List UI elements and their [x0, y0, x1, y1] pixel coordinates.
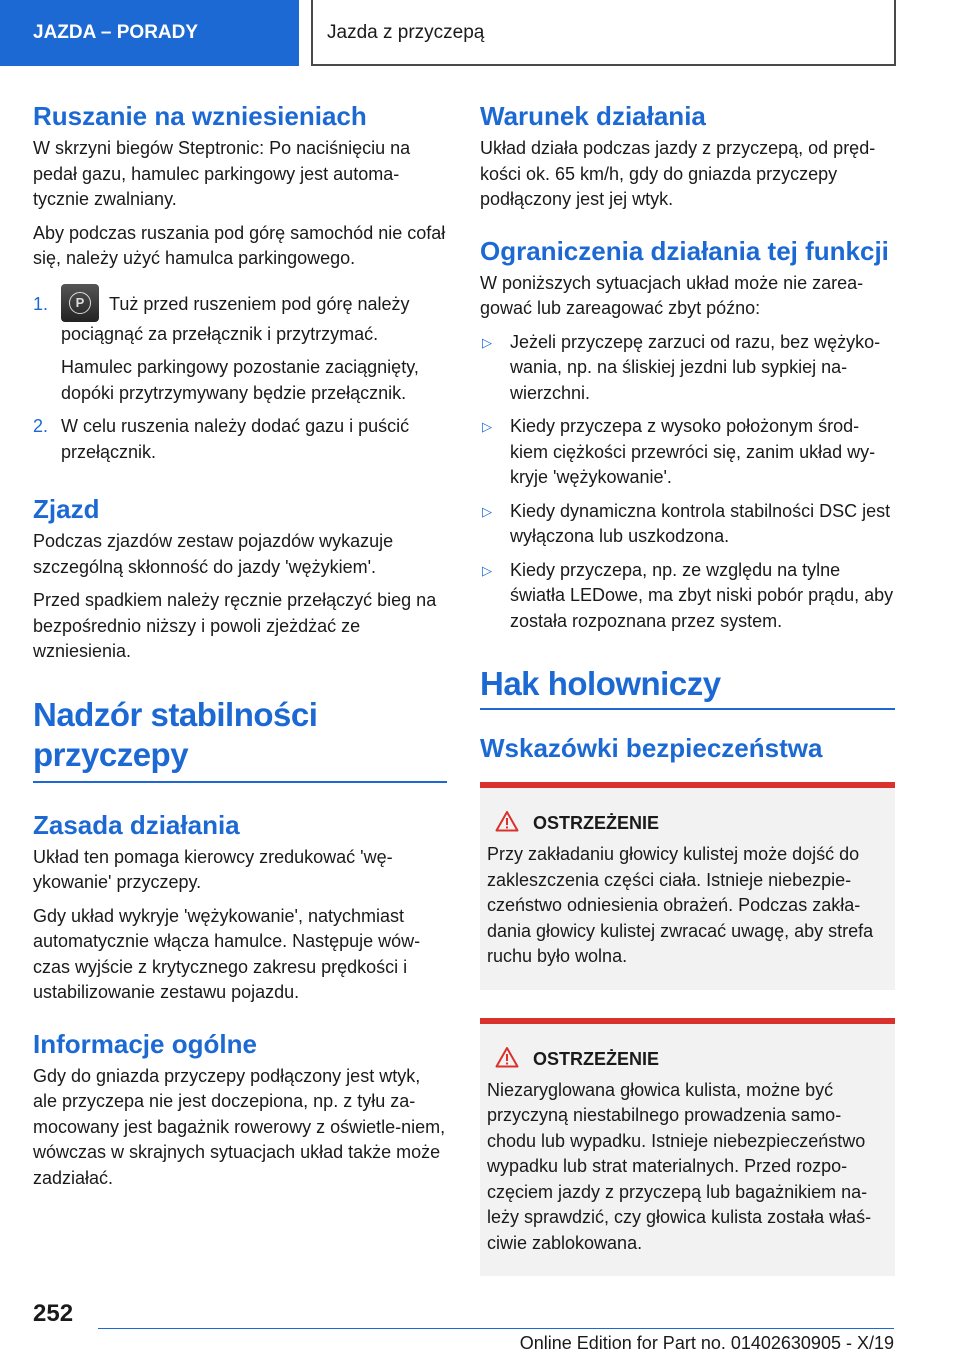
bullet-icon: ▷	[482, 562, 492, 578]
paragraph: Podczas zjazdów zestaw pojazdów wykazuje szczególną skłonność do jazdy 'wężykiem'.	[33, 531, 394, 577]
section-wskazowki	[480, 732, 895, 1276]
paragraph: Gdy układ wykryje 'wężykowanie', natychmiast automatycznie włącza hamulce. Następuje wów‐czas wyjście z krytycznego zakresu prędkości i ustabilizowanie zestawu pojazdu.	[33, 905, 421, 1002]
heading-nadzor: Nadzór stabilności przyczepy	[33, 695, 318, 773]
heading-ograniczenia: Ograniczenia działania tej funkcji	[480, 235, 889, 266]
paragraph: W poniższych sytuacjach układ może nie zarea‐gować lub zareagować zbyt późno:	[480, 272, 864, 318]
section-warunek	[480, 100, 895, 213]
list-item	[480, 558, 895, 635]
bullet-icon: ▷	[482, 503, 492, 519]
step-2	[33, 414, 447, 465]
chapter-title: Jazda z przyczepą	[311, 0, 896, 66]
step-text-content: Tuż przed ruszeniem pod górę należy pociągnąć za przełącznik i przytrzymać.	[61, 293, 410, 344]
paragraph: Przed spadkiem należy ręcznie przełączyć bieg na bezpośrednio niższy i powoli zjeżdżać ze wzniesienia.	[33, 590, 437, 661]
parking-brake-glyph: P	[69, 292, 91, 314]
warning-label: OSTRZEŻENIE	[533, 1048, 660, 1069]
heading-rule	[33, 781, 447, 783]
paragraph: Układ ten pomaga kierowcy zredukować 'wę‐ykowanie' przyczepy.	[33, 846, 393, 892]
paragraph: Aby podczas ruszania pod górę samochód nie cofał się, należy użyć hamulca parkingowego.	[33, 222, 446, 268]
heading-zasada: Zasada działania	[33, 809, 240, 840]
warning-label: OSTRZEŻENIE	[533, 813, 660, 833]
heading-zjazd: Zjazd	[33, 494, 100, 524]
warning-box	[480, 782, 895, 990]
heading-info: Informacje ogólne	[33, 1028, 257, 1059]
warning-triangle-icon	[495, 1046, 519, 1068]
bullet-icon: ▷	[482, 334, 492, 350]
paragraph: Gdy do gniazda przyczepy podłączony jest wtyk, ale przyczepa nie jest doczepiona, np. z tyłu za‐mocowany jest bagażnik rowerowy z oświetle‐niem, wówczas w skrajnych sytuacjach układ także może zadziałać.	[33, 1065, 446, 1188]
step-text: W celu ruszenia należy dodać gazu i puścić przełącznik.	[61, 416, 410, 462]
step-extra: Hamulec parkingowy pozostanie zaciągnięty, dopóki przytrzymywany będzie przełącznik.	[61, 357, 419, 403]
list-item	[480, 414, 895, 491]
list-item-text: Kiedy dynamiczna kontrola stabilności DSC jest wyłączona lub uszkodzona.	[510, 500, 891, 546]
list-item	[480, 499, 895, 550]
section-nadzor	[33, 695, 447, 783]
warning-box	[480, 1018, 895, 1277]
section-zasada	[33, 809, 447, 1006]
step-number: 1.	[33, 293, 49, 314]
section-zjazd	[33, 493, 447, 665]
list-item-text: Kiedy przyczepa, np. ze względu na tylne światła LEDowe, ma zbyt niski pobór prądu, aby została rozpoznana przez system.	[510, 559, 894, 631]
warning-text: Niezaryglowana głowica kulista, możne być przyczyną niestabilnego prowadzenia samo‐chodu lub wypadku. Istnieje niebezpieczeństwo wypadku lub strat materialnych. Przed rozpo‐częciem jazdy z przyczepą lub bagażnikiem na‐leży sprawdzić, czy głowica kulista została właś‐ciwie zablokowana.	[487, 1079, 872, 1253]
section-ograniczenia	[480, 235, 895, 635]
left-column	[33, 100, 447, 1199]
parking-brake-icon	[61, 284, 99, 322]
paragraph: W skrzyni biegów Steptronic: Po naciśnięciu na pedał gazu, hamulec parkingowy jest automa‐tycznie zwalniany.	[33, 138, 411, 209]
heading-wskazowki: Wskazówki bezpieczeństwa	[480, 733, 823, 763]
page-number: 252	[33, 1300, 74, 1327]
footer-rule	[98, 1328, 894, 1329]
paragraph: Układ działa podczas jazdy z przyczepą, od pręd‐kości ok. 65 km/h, gdy do gniazda przyczepy podłączony jest jej wtyk.	[480, 138, 876, 209]
right-column	[480, 100, 895, 1276]
step-text	[61, 292, 447, 348]
step-1	[33, 292, 447, 407]
heading-hak: Hak holowniczy	[480, 665, 721, 702]
list-item	[480, 330, 895, 407]
section-info	[33, 1028, 447, 1192]
warning-title	[487, 810, 887, 836]
bullet-icon: ▷	[482, 419, 492, 434]
section-ruszanie	[33, 100, 447, 465]
section-hak	[480, 664, 895, 710]
list-item-text: Kiedy przyczepa z wysoko położonym środ‐kiem ciężkości przewróci się, zanim układ wy‐kryje 'wężykowanie'.	[510, 416, 876, 487]
warning-title	[487, 1046, 887, 1072]
heading-rule	[480, 708, 895, 710]
section-tab: JAZDA – PORADY	[0, 0, 299, 66]
page-header	[0, 0, 960, 66]
warning-triangle-icon	[495, 810, 519, 832]
list-item-text: Jeżeli przyczepę zarzuci od razu, bez wężyko‐wania, np. na śliskiej jezdni lub sypkiej na‐wierzchni.	[510, 331, 881, 403]
heading-ruszanie: Ruszanie na wzniesieniach	[33, 101, 367, 131]
step-number: 2.	[33, 416, 49, 436]
heading-warunek: Warunek działania	[480, 101, 706, 131]
warning-text: Przy zakładaniu głowicy kulistej może dojść do zakleszczenia części ciała. Istnieje niebezpie‐czeństwo odniesienia obrażeń. Podczas zakła‐dania głowicy kulistej zwracać uwagę, aby strefa ruchu było wolna.	[487, 844, 874, 966]
edition-note: Online Edition for Part no. 01402630905 - X/19	[519, 1333, 894, 1353]
